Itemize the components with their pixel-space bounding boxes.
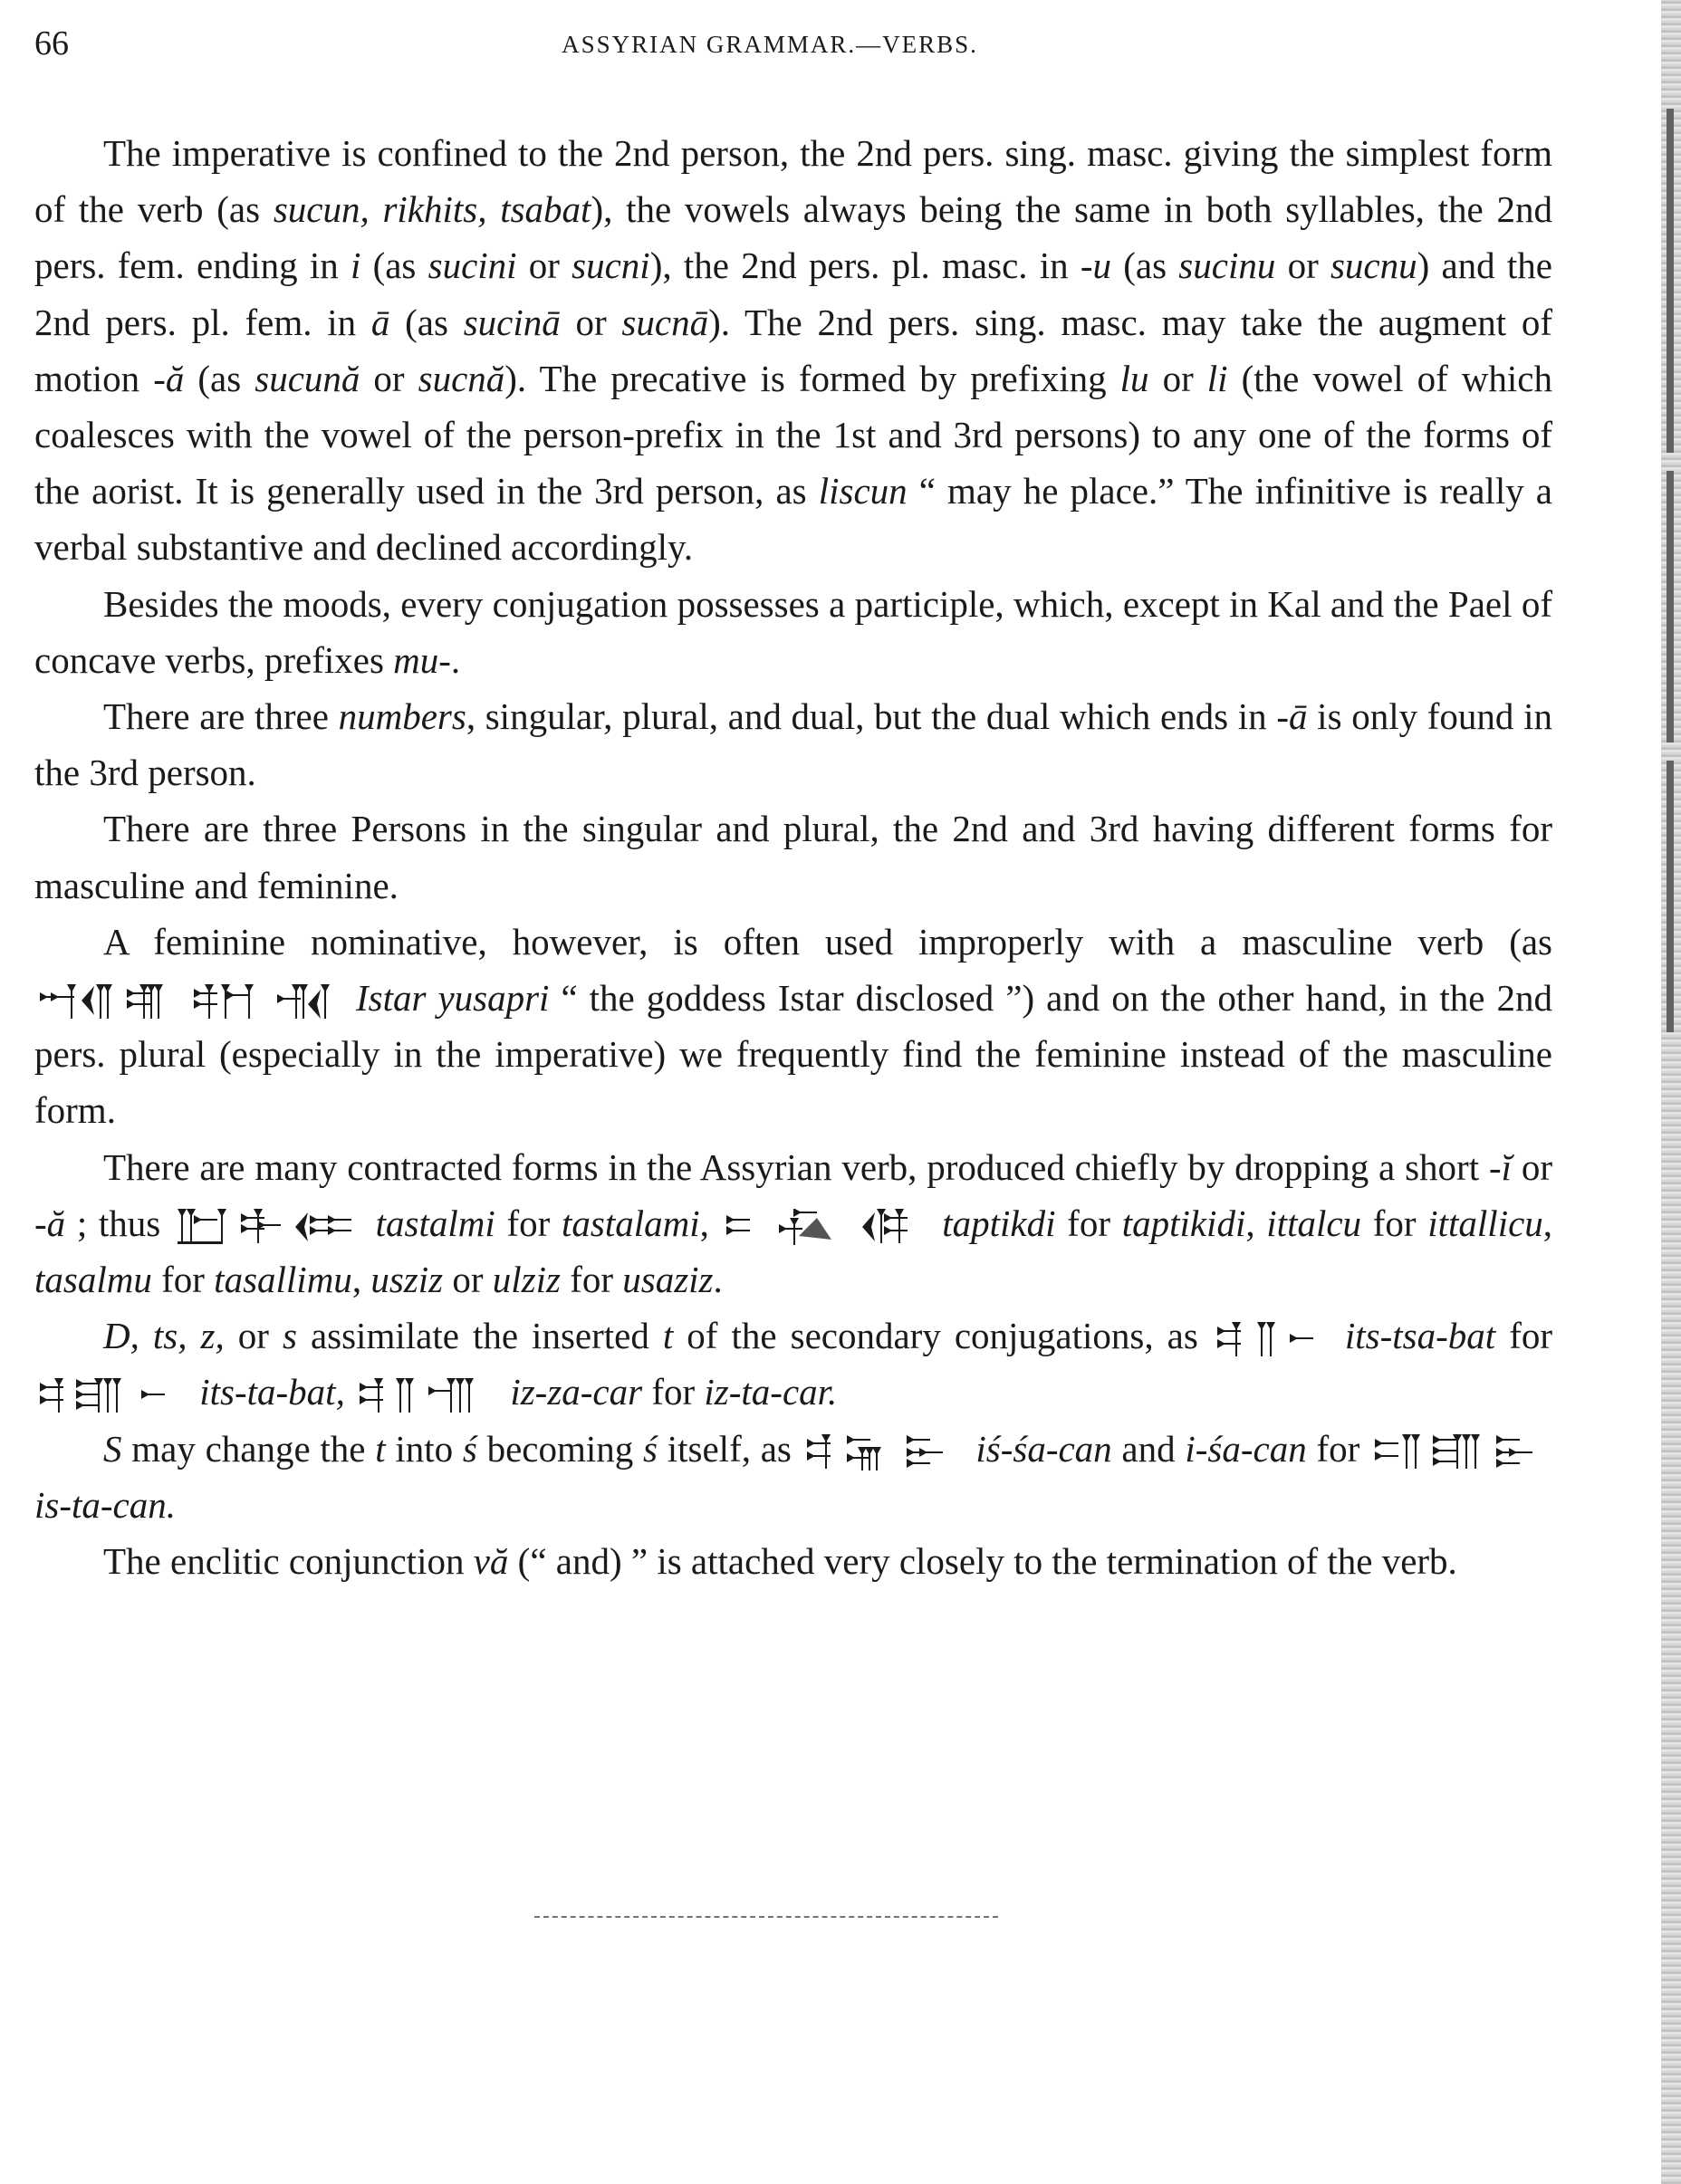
paragraph-assimilation: D, ts, z, or s assimilate the inserted t of the secondary conjugations, as its-tsa-bat for its-ta-bat, iz-za-car for iz-ta-car.	[34, 1308, 1552, 1420]
cuneiform-is-ta-can-icon	[1375, 1434, 1547, 1470]
page-edge-scan-shadow	[1661, 0, 1681, 2184]
cuneiform-istar-yusapri-icon	[40, 984, 339, 1020]
cuneiform-tastalmi-icon	[178, 1209, 359, 1245]
paragraph-s-change: S may change the t into ś becoming ś itself, as iś-śa-can and i-śa-can for is-ta-can.	[34, 1421, 1552, 1533]
paragraph-feminine-nominative: A feminine nominative, however, is often used improperly with a masculine verb (as Istar yusapri “ the goddess Istar disclosed ”) and on the other hand, in the 2nd pers. plural (especially in the imperative) we frequently find the feminine instead of the masculine form.	[34, 920, 1552, 1132]
paragraph-imperative: The imperative is confined to the 2nd person, the 2nd pers. sing. masc. giving the simplest form of the verb (as sucun, rikhits, tsabat), the vowels always being the same in both syllables, the 2nd pers. fem. ending in i (as sucini or sucni), the 2nd pers. pl. masc. in -u (as sucinu or sucnu) and the 2nd pers. pl. fem. in ā (as sucinā or sucnā). The 2nd pers. sing. masc. may take the augment of motion -ă (as sucună or sucnă). The precative is formed by prefixing lu or li (the vowel of which coalesces with the vowel of the person-prefix in the 1st and 3rd persons) to any one of the forms of the aorist. It is generally used in the 3rd person, as liscun “ may he place.” The infinitive is really a verbal substantive and declined accordingly.	[34, 132, 1553, 569]
running-head: ASSYRIAN GRAMMAR.—VERBS.	[562, 31, 978, 58]
paragraph-participle: Besides the moods, every conjugation possesses a participle, which, except in Kal and the Pael of concave verbs, prefixes mu-.	[34, 582, 1552, 681]
cuneiform-iz-za-car-icon	[360, 1378, 495, 1414]
paragraph-enclitic: The enclitic conjunction vă (“ and) ” is attached very closely to the termination of the verb.	[103, 1540, 1457, 1583]
page-edge-dark-band	[1667, 471, 1674, 742]
cuneiform-is-sa-can-icon	[807, 1434, 961, 1470]
section-end-rule	[534, 1916, 998, 1918]
page-edge-dark-band	[1667, 109, 1674, 453]
body-text	[34, 125, 1552, 1589]
cuneiform-taptikdi-icon	[726, 1209, 926, 1245]
paragraph-persons: There are three Persons in the singular and plural, the 2nd and 3rd having different forms for masculine and feminine.	[34, 808, 1552, 906]
cuneiform-its-tsa-bat-icon	[1217, 1322, 1326, 1358]
paragraph-numbers: There are three numbers, singular, plural, and dual, but the dual which ends in -ā is only found in the 3rd person.	[34, 695, 1552, 794]
cuneiform-its-ta-bat-icon	[40, 1378, 185, 1414]
page-edge-dark-band	[1667, 761, 1674, 1032]
paragraph-contracted-forms: There are many contracted forms in the Assyrian verb, produced chiefly by dropping a short -ĭ or -ă ; thus tastalmi for tastalami, taptikdi for taptikidi, ittalcu for ittallicu, tasalmu for tasallimu, usziz or ulziz for usaziz.	[34, 1145, 1553, 1301]
page-number: 66	[34, 24, 69, 62]
